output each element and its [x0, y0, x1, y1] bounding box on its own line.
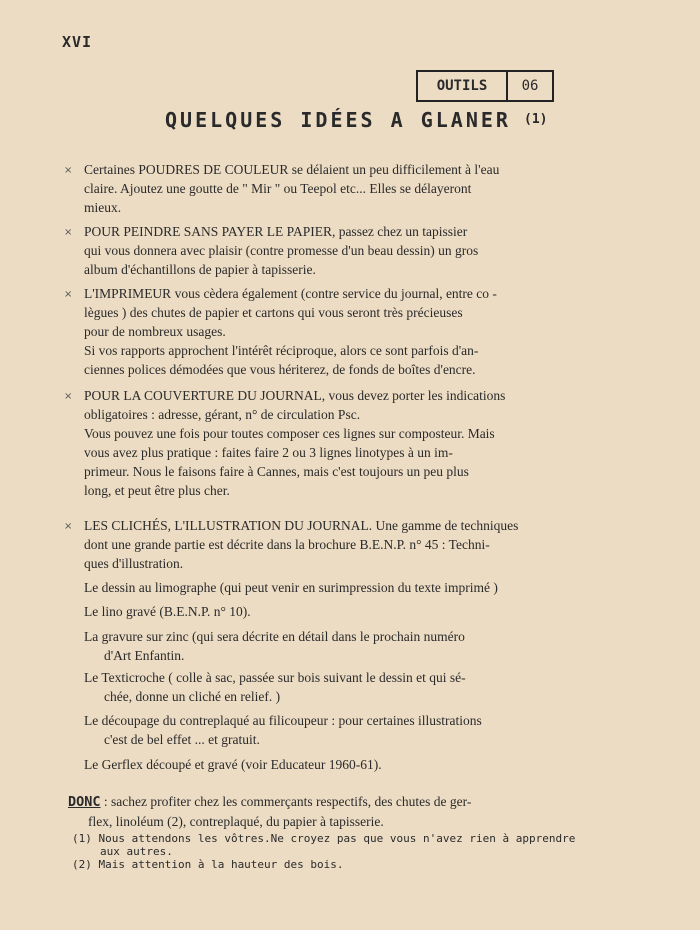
technique-item [84, 755, 624, 774]
donc-text: : sachez profiter chez les commerçants respectifs, des chutes de ger- [103, 794, 472, 809]
text-line: Vous pouvez une fois pour toutes composer ces lignes sur composteur. Mais [84, 426, 495, 441]
text-line: Le lino gravé (B.E.N.P. n° 10). [84, 604, 251, 619]
paragraph-imprimeur [64, 284, 624, 379]
text-line: c'est de bel effet ... et gratuit. [104, 732, 260, 747]
paragraph-couverture [64, 386, 624, 500]
paragraph-poudres [64, 160, 624, 217]
text-line: La gravure sur zinc (qui sera décrite en détail dans le prochain numéro [84, 629, 465, 644]
bullet-icon: × [64, 227, 73, 238]
text-line: mieux. [84, 200, 122, 215]
footnote-1 [72, 832, 632, 858]
paragraph-donc [68, 792, 628, 831]
text-line: album d'échantillons de papier à tapisserie. [84, 262, 316, 277]
text-line: qui vous donnera avec plaisir (contre promesse d'un beau dessin) un gros [84, 243, 479, 258]
section-tag [416, 70, 554, 102]
paragraph-cliches [64, 516, 624, 573]
text-line: Le dessin au limographe (qui peut venir en surimpression du texte imprimé ) [84, 580, 498, 595]
bullet-icon: × [64, 391, 73, 402]
footnote-line: aux autres. [100, 845, 173, 858]
footnote-2 [72, 858, 632, 871]
section-tag-number: 06 [521, 78, 539, 94]
text-line [68, 792, 628, 812]
text-line: Certaines POUDRES DE COULEUR se délaient un peu difficilement à l'eau [84, 162, 500, 177]
text-line: LES CLICHÉS, L'ILLUSTRATION DU JOURNAL. Une gamme de techniques [84, 518, 519, 533]
footnote-line: (2) Mais attention à la hauteur des bois. [72, 858, 344, 871]
text-line: d'Art Enfantin. [104, 648, 185, 663]
page-title: QUELQUES IDÉES A GLANER [165, 108, 511, 132]
footnote-line: (1) Nous attendons les vôtres.Ne croyez pas que vous n'avez rien à apprendre [72, 832, 576, 845]
technique-item [84, 602, 624, 621]
bullet-icon: × [64, 165, 73, 176]
text-line: POUR PEINDRE SANS PAYER LE PAPIER, passez chez un tapissier [84, 224, 468, 239]
text-line: Le Texticroche ( colle à sac, passée sur bois suivant le dessin et qui sé- [84, 670, 466, 685]
technique-item [84, 668, 624, 706]
text-line: L'IMPRIMEUR vous cèdera également (contre service du journal, entre co - [84, 286, 497, 301]
text-line: Le découpage du contreplaqué au filicoupeur : pour certaines illustrations [84, 713, 482, 728]
text-line: ciennes polices démodées que vous hériterez, de fonds de boîtes d'encre. [84, 362, 476, 377]
paragraph-peindre [64, 222, 624, 279]
page-number: XVI [62, 33, 93, 51]
text-line: Le Gerflex découpé et gravé (voir Educateur 1960-61). [84, 757, 382, 772]
text-line: ques d'illustration. [84, 556, 184, 571]
text-line: lègues ) des chutes de papier et cartons qui vous seront très précieuses [84, 305, 463, 320]
technique-item [84, 711, 624, 749]
text-line: claire. Ajoutez une goutte de " Mir " ou Teepol etc... Elles se délayeront [84, 181, 472, 196]
text-line: POUR LA COUVERTURE DU JOURNAL, vous devez porter les indications [84, 388, 506, 403]
text-line: primeur. Nous le faisons faire à Cannes, mais c'est toujours un peu plus [84, 464, 469, 479]
bullet-icon: × [64, 289, 73, 300]
bullet-icon: × [64, 521, 73, 532]
title-footnote-ref: (1) [524, 112, 548, 127]
text-line: flex, linoléum (2), contreplaqué, du papier à tapisserie. [88, 814, 384, 829]
text-line: Si vos rapports approchent l'intérêt réciproque, alors ce sont parfois d'an- [84, 343, 479, 358]
text-line: long, et peut être plus cher. [84, 483, 230, 498]
donc-heading: DONC [68, 794, 101, 810]
text-line: dont une grande partie est décrite dans la brochure B.E.N.P. n° 45 : Techni- [84, 537, 490, 552]
text-line: pour de nombreux usages. [84, 324, 226, 339]
technique-item [84, 627, 624, 665]
technique-item [84, 578, 624, 597]
text-line: vous avez plus pratique : faites faire 2 ou 3 lignes linotypes à un im- [84, 445, 453, 460]
text-line: chée, donne un cliché en relief. ) [104, 689, 281, 704]
section-tag-label: OUTILS [418, 72, 508, 100]
text-line: obligatoires : adresse, gérant, n° de circulation Psc. [84, 407, 361, 422]
